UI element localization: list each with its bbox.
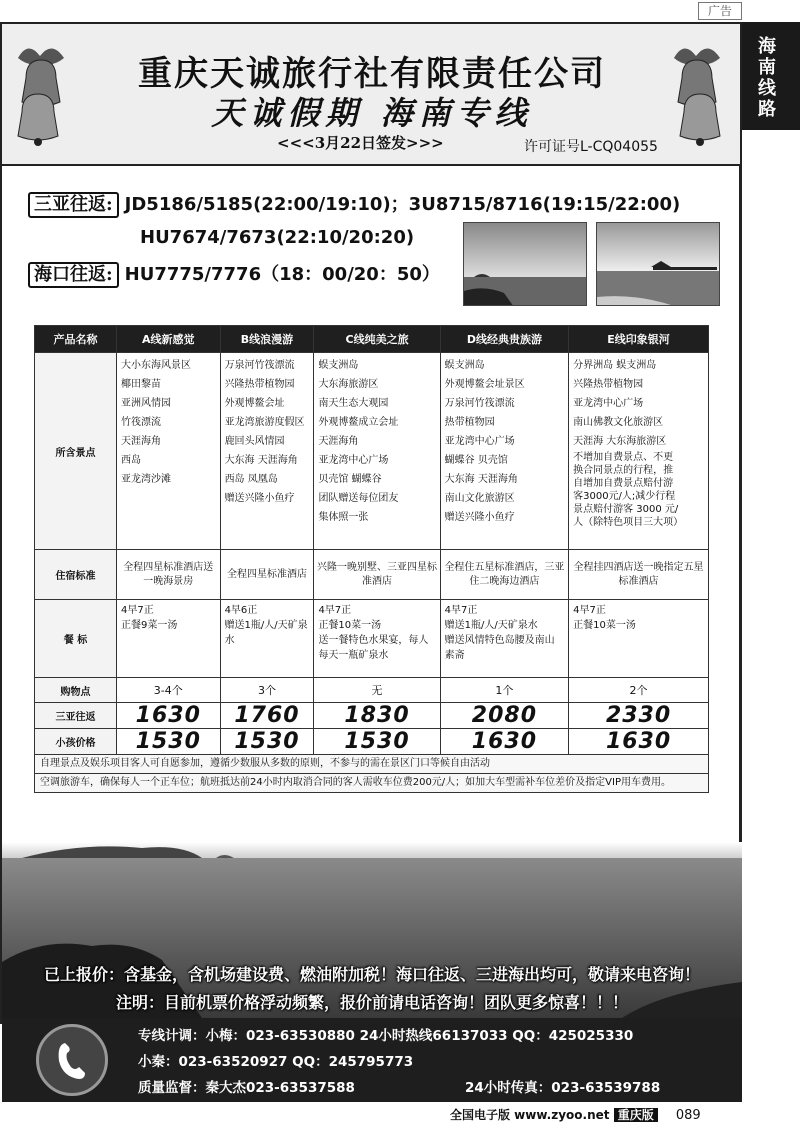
sight-item: 椰田黎苗 — [121, 379, 161, 390]
side-char: 路 — [758, 99, 776, 120]
row-label: 三亚往返 — [35, 703, 117, 729]
sight-item: 赠送兴隆小鱼疗 — [224, 493, 295, 504]
sights-cell — [220, 353, 314, 550]
meal-cell: 4早7正 正餐10菜一汤 — [569, 600, 709, 678]
sight-item: 南山文化旅游区 — [444, 493, 515, 504]
table-header-row — [35, 326, 709, 353]
sight-item: 西岛 凤凰岛 — [224, 474, 278, 485]
sight-item: 换合同景点的行程，推 — [573, 465, 674, 476]
footer-edition: 重庆版 — [614, 1108, 658, 1122]
contact-line-2: 小秦：023-63520927 QQ：245795773 — [138, 1054, 414, 1070]
price-cell: 2080 — [440, 703, 568, 729]
sight-item: 亚龙湾沙滩 — [121, 474, 171, 485]
bell-icon — [8, 38, 74, 156]
price-cell: 1630 — [569, 729, 709, 755]
sight-item: 外观博鳌会址 — [224, 398, 285, 409]
sight-item: 亚洲风情园 — [121, 398, 171, 409]
hotel-cell: 全程挂四酒店送一晚指定五星标准酒店 — [569, 550, 709, 600]
product-a-name: A线新感觉 — [117, 326, 221, 353]
sight-item: 万泉河竹筏漂流 — [224, 360, 295, 371]
sanya-route-label: 三亚往返: — [28, 192, 119, 218]
sight-item: 亚龙湾旅游度假区 — [224, 417, 305, 428]
issue-date: <<<3月22日签发>>> — [277, 134, 444, 152]
sight-item: 集体照一张 — [318, 512, 369, 523]
meal-cell: 4早7正 正餐9菜一汤 — [117, 600, 221, 678]
contact-bar — [2, 1018, 742, 1102]
price-cell: 1630 — [117, 703, 221, 729]
sight-item: 蜈支洲岛 — [318, 360, 359, 371]
sight-item: 兴隆热带植物园 — [573, 379, 644, 390]
haikou-route-line — [28, 260, 440, 288]
phone-icon — [36, 1024, 108, 1096]
sight-item: 亚龙湾中心广场 — [444, 436, 515, 447]
sight-item: 景点赔付游客 3000 元/ — [573, 504, 679, 515]
side-char: 线 — [758, 78, 776, 99]
sight-item: 团队赠送每位团友 — [318, 493, 399, 504]
side-char: 海 — [758, 36, 776, 57]
sight-item: 外观博鳌会址景区 — [444, 379, 525, 390]
footer — [450, 1106, 701, 1123]
shop-cell: 3-4个 — [117, 678, 221, 703]
sight-item: 大东海 天涯海角 — [444, 474, 518, 485]
page-number: 089 — [675, 1108, 701, 1123]
haikou-route-label: 海口往返: — [28, 262, 119, 288]
promo-line-2: 注明：目前机票价格浮动频繁，报价前请电话咨询！团队更多惊喜！！！ — [115, 993, 628, 1012]
sight-item: 不增加自费景点、不更 — [573, 452, 674, 463]
sight-item: 亚龙湾中心广场 — [318, 455, 389, 466]
sights-cell — [117, 353, 221, 550]
license-number: 许可证号L-CQ04055 — [524, 139, 658, 155]
sights-cell — [314, 353, 440, 550]
contact-line-1: 专线计调：小梅：023-63530880 24小时热线66137033 QQ：425025330 — [138, 1028, 634, 1044]
bell-icon — [664, 38, 730, 156]
meal-cell: 4早7正 赠送1瓶/人/天矿泉水 赠送风情特色岛腰及南山素斋 — [440, 600, 568, 678]
row-label: 住宿标准 — [35, 550, 117, 600]
promo-line-1: 已上报价：含基金，含机场建设费、燃油附加税！海口往返、三进海出均可，敬请来电咨询！ — [43, 965, 700, 984]
sight-item: 大东海旅游区 — [318, 379, 379, 390]
footer-site: 全国电子版 www.zyoo.net — [450, 1108, 610, 1122]
shops-row — [35, 678, 709, 703]
sight-item: 万泉河竹筏漂流 — [444, 398, 515, 409]
sights-row — [35, 353, 709, 550]
hotel-cell: 全程四星标准酒店 — [220, 550, 314, 600]
sight-item: 竹筏漂流 — [121, 417, 161, 428]
sanya-flights: JD5186/5185(22:00/19:10)；3U8715/8716(19:15/22:00) — [124, 194, 681, 215]
product-b-name: B线浪漫游 — [220, 326, 314, 353]
shop-cell: 2个 — [569, 678, 709, 703]
sight-item: 蜈支洲岛 — [444, 360, 485, 371]
sight-item: 大小东海风景区 — [121, 360, 191, 371]
sight-item: 南天生态大观园 — [318, 398, 389, 409]
ad-tag: 广告 — [698, 2, 742, 20]
contact-line-3-left: 质量监督：秦大杰023-63537588 — [138, 1080, 355, 1096]
header-banner — [2, 24, 740, 166]
row-label: 所含景点 — [35, 353, 117, 550]
shop-cell: 1个 — [440, 678, 568, 703]
sight-item: 天涯海角 — [121, 436, 161, 447]
meal-cell: 4早6正 赠送1瓶/人/天矿泉水 — [220, 600, 314, 678]
hotel-row — [35, 550, 709, 600]
note-text: 空调旅游车，确保每人一个正车位；航班抵达前24小时内取消合同的客人需收车位费200元/人；如加大车型需补车位差价及指定VIP用车费用。 — [35, 774, 709, 793]
pier-photo — [596, 222, 720, 306]
sanya-route-line — [28, 190, 680, 218]
price-cell: 1530 — [220, 729, 314, 755]
sights-cell — [569, 353, 709, 550]
meal-cell: 4早7正 正餐10菜一汤 送一餐特色水果宴，每人每天一瓶矿泉水 — [314, 600, 440, 678]
row-label: 购物点 — [35, 678, 117, 703]
sight-item: 蝴蝶谷 贝壳馆 — [444, 455, 508, 466]
sight-item: 人（除特色项目三大项） — [573, 517, 684, 528]
sight-item: 自增加自费景点赔付游 — [573, 478, 674, 489]
note-row — [35, 755, 709, 774]
meals-row — [35, 600, 709, 678]
product-table — [34, 325, 709, 793]
hotel-cell: 全程住五星标准酒店，三亚住二晚海边酒店 — [440, 550, 568, 600]
hotel-cell: 兴隆一晚别墅、三亚四星标准酒店 — [314, 550, 440, 600]
sanya-flights-2: HU7674/7673(22:10/20:20) — [140, 227, 415, 248]
note-text: 自理景点及娱乐项目客人可自愿参加，遵循少数服从多数的原则，不参与的需在景区门口等候自由活动 — [35, 755, 709, 774]
table-header-label: 产品名称 — [35, 326, 117, 353]
sight-item: 贝壳馆 蝴蝶谷 — [318, 474, 382, 485]
sight-item: 分界洲岛 蜈支洲岛 — [573, 360, 657, 371]
sight-item: 大东海 天涯海角 — [224, 455, 298, 466]
row-label: 餐 标 — [35, 600, 117, 678]
side-label-hainan-route — [742, 22, 800, 130]
price-sanya-row — [35, 703, 709, 729]
price-cell: 1830 — [314, 703, 440, 729]
sight-item: 天涯海角 — [318, 436, 359, 447]
price-cell: 2330 — [569, 703, 709, 729]
shop-cell: 3个 — [220, 678, 314, 703]
sight-item: 鹿回头风情园 — [224, 436, 285, 447]
product-c-name: C线纯美之旅 — [314, 326, 440, 353]
price-child-row — [35, 729, 709, 755]
hotel-cell: 全程四星标准酒店送一晚海景房 — [117, 550, 221, 600]
sights-cell — [440, 353, 568, 550]
sight-item: 兴隆热带植物园 — [224, 379, 295, 390]
price-cell: 1530 — [117, 729, 221, 755]
sight-item: 热带植物园 — [444, 417, 495, 428]
sight-item: 西岛 — [121, 455, 141, 466]
company-title: 重庆天诚旅行社有限责任公司 — [138, 54, 606, 94]
side-char: 南 — [758, 57, 776, 78]
beach-photo — [463, 222, 587, 306]
sight-item: 外观博鳌成立会址 — [318, 417, 399, 428]
contact-line-3-right: 24小时传真：023-63539788 — [465, 1080, 661, 1096]
sight-item: 客3000元/人;减少行程 — [573, 491, 676, 502]
sight-item: 天涯海 大东海旅游区 — [573, 436, 667, 447]
product-d-name: D线经典贵族游 — [440, 326, 568, 353]
brand-subtitle: 天诚假期 海南专线 — [211, 94, 533, 132]
row-label: 小孩价格 — [35, 729, 117, 755]
price-cell: 1630 — [440, 729, 568, 755]
price-cell: 1530 — [314, 729, 440, 755]
price-cell: 1760 — [220, 703, 314, 729]
sight-item: 南山佛教文化旅游区 — [573, 417, 664, 428]
product-e-name: E线印象银河 — [569, 326, 709, 353]
note-row — [35, 774, 709, 793]
haikou-flights: HU7775/7776（18：00/20：50） — [124, 264, 440, 285]
sight-item: 赠送兴隆小鱼疗 — [444, 512, 515, 523]
shop-cell: 无 — [314, 678, 440, 703]
sight-item: 亚龙湾中心广场 — [573, 398, 644, 409]
